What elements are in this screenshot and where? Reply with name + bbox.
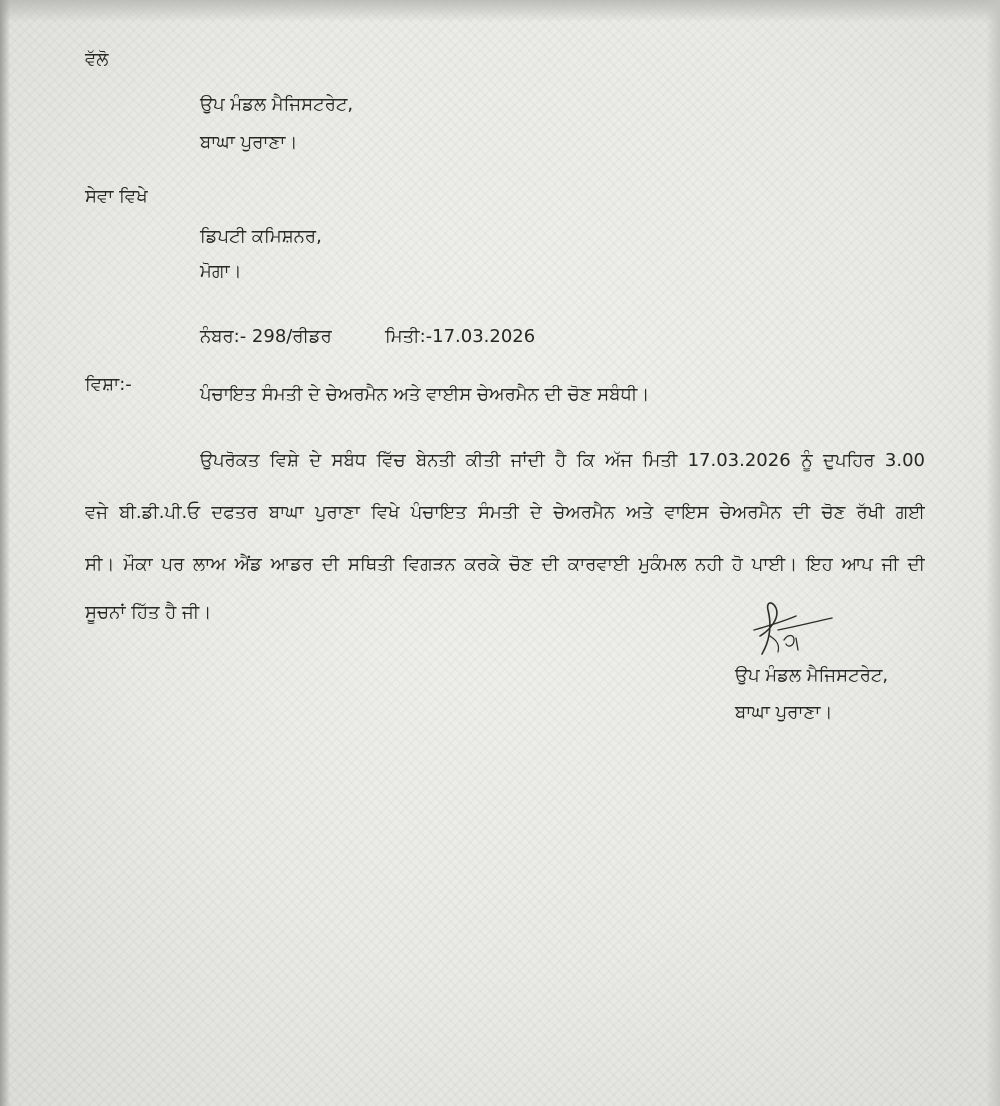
photo-top-edge	[0, 0, 1000, 22]
reference-date: ਮਿਤੀ:-17.03.2026	[385, 326, 536, 347]
recipient-designation: ਡਿਪਟੀ ਕਮਿਸ਼ਨਰ,	[200, 226, 322, 247]
subject-text: ਪੰਚਾਇਤ ਸੰਮਤੀ ਦੇ ਚੇਅਰਮੈਨ ਅਤੇ ਵਾਈਸ ਚੇਅਰਮੈਨ ਦੀ ਚੋਣ ਸਬੰਧੀ।	[200, 384, 650, 405]
signatory-location: ਬਾਘਾ ਪੁਰਾਣਾ।	[735, 702, 833, 723]
from-label: ਵੱਲੋ	[85, 49, 109, 70]
to-label: ਸੇਵਾ ਵਿਖੇ	[85, 186, 148, 207]
body-line: ਵਜੇ ਬੀ.ਡੀ.ਪੀ.ਓ ਦਫਤਰ ਬਾਘਾ ਪੁਰਾਣਾ ਵਿਖੇ ਪੰਚਾਇਤ ਸੰਮਤੀ ਦੇ ਚੇਅਰਮੈਨ ਅਤੇ ਵਾਇਸ ਚੇਅਰਮੈਨ ਦੀ ਚੋਣ ਰੱਖੀ ਗਈ	[85, 502, 925, 523]
body-line: ਸੂਚਨਾਂ ਹਿੱਤ ਹੈ ਜੀ।	[85, 602, 212, 623]
signatory-designation: ਉਪ ਮੰਡਲ ਮੈਜਿਸਟਰੇਟ,	[735, 665, 889, 686]
photo-right-edge	[986, 0, 1000, 1106]
body-line: ਉਪਰੋਕਤ ਵਿਸ਼ੇ ਦੇ ਸਬੰਧ ਵਿੱਚ ਬੇਨਤੀ ਕੀਤੀ ਜਾਂਦੀ ਹੈ ਕਿ ਅੱਜ ਮਿਤੀ 17.03.2026 ਨੂੰ ਦੁਪਹਿਰ 3.00	[200, 450, 925, 471]
recipient-location: ਮੋਗਾ।	[200, 261, 242, 282]
sender-designation: ਉਪ ਮੰਡਲ ਮੈਜਿਸਟਰੇਟ,	[200, 94, 354, 115]
sender-location: ਬਾਘਾ ਪੁਰਾਣਾ।	[200, 132, 298, 153]
body-line: ਸੀ। ਮੌਕਾ ਪਰ ਲਾਅ ਐਂਡ ਆਡਰ ਦੀ ਸਥਿਤੀ ਵਿਗੜਨ ਕਰਕੇ ਚੋਣ ਦੀ ਕਾਰਵਾਈ ਮੁਕੰਮਲ ਨਹੀ ਹੋ ਪਾਈ। ਇਹ ਆਪ ਜੀ ਦੀ	[85, 554, 925, 575]
signature	[748, 596, 838, 666]
photo-left-edge	[0, 0, 10, 1106]
subject-label: ਵਿਸ਼ਾ:-	[85, 374, 132, 395]
reference-number: ਨੰਬਰ:- 298/ਰੀਡਰ	[200, 326, 332, 347]
